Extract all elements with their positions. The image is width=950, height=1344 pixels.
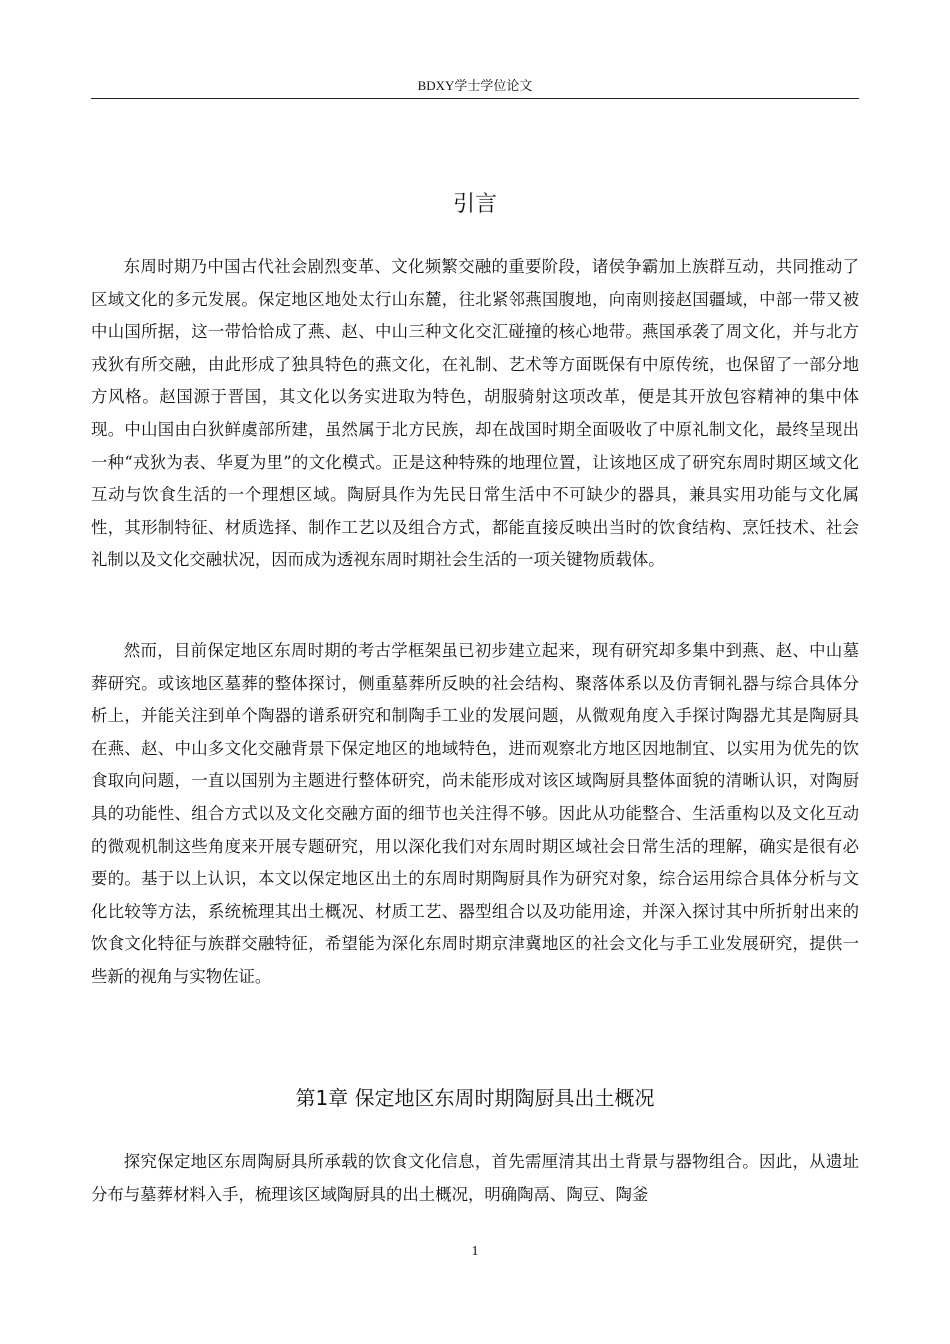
chapter-1-paragraph-1: 探究保定地区东周陶厨具所承载的饮食文化信息，首先需厘清其出土背景与器物组合。因此，从遗址分布与墓葬材料入手，梳理该区域陶厨具的出土概况，明确陶鬲、陶豆、陶釜 — [91, 1152, 859, 1204]
running-header: BDXY学士学位论文 — [91, 76, 859, 99]
intro-paragraph-1: 东周时期乃中国古代社会剧烈变革、文化频繁交融的重要阶段，诸侯争霸加上族群互动，共同推动了区域文化的多元发展。保定地区地处太行山东麓，往北紧邻燕国腹地，向南则接赵国疆域，中部一带又被中山国所据，这一带恰恰成了燕、赵、中山三种文化交汇碰撞的核心地带。燕国承袭了周文化，并与北方戎狄有所交融，由此形成了独具特色的燕文化，在礼制、艺术等方面既保有中原传统，也保留了一部分地方风格。赵国源于晋国，其文化以务实进取为特色，胡服骑射这项改革，便是其开放包容精神的集中体现。中山国由白狄鲜虞部所建，虽然属于北方民族，却在战国时期全面吸收了中原礼制文化，最终呈现出一种“戎狄为表、华夏为里”的文化模式。正是这种特殊的地理位置，让该地区成了研究东周时期区域文化互动与饮食生活的一个理想区域。陶厨具作为先民日常生活中不可缺少的器具，兼具实用功能与文化属性，其形制特征、材质选择、制作工艺以及组合方式，都能直接反映出当时的饮食结构、烹饪技术、社会礼制以及文化交融状况，因而成为透视东周时期社会生活的一项关键物质载体。 — [91, 257, 859, 570]
page-number: 1 — [471, 1244, 479, 1259]
section-title-intro: 引言 — [452, 192, 497, 217]
intro-paragraph-2: 然而，目前保定地区东周时期的考古学框架虽已初步建立起来，现有研究却多集中到燕、赵、中山墓葬研究。或该地区墓葬的整体探讨，侧重墓葬所反映的社会结构、聚落体系以及仿青铜礼器与综合具体分析上，并能关注到单个陶器的谱系研究和制陶手工业的发展问题，从微观角度入手探讨陶器尤其是陶厨具在燕、赵、中山多文化交融背景下保定地区的地域特色，进而观察北方地区因地制宜、以实用为优先的饮食取向问题，一直以国别为主题进行整体研究，尚未能形成对该区域陶厨具整体面貌的清晰认识，对陶厨具的功能性、组合方式以及文化交融方面的细节也关注得不够。因此从功能整合、生活重构以及文化互动的微观机制这些角度来开展专题研究，用以深化我们对东周时期区域社会日常生活的理解，确实是很有必要的。基于以上认识，本文以保定地区出土的东周时期陶厨具作为研究对象，综合运用综合具体分析与文化比较等方法，系统梳理其出土概况、材质工艺、器型组合以及功能用途，并深入探讨其中所折射出来的饮食文化特征与族群交融特征，希望能为深化东周时期京津冀地区的社会文化与手工业发展研究，提供一些新的视角与实物佐证。 — [91, 641, 859, 986]
chapter-1-title: 第1章 保定地区东周时期陶厨具出土概况 — [295, 1086, 655, 1110]
